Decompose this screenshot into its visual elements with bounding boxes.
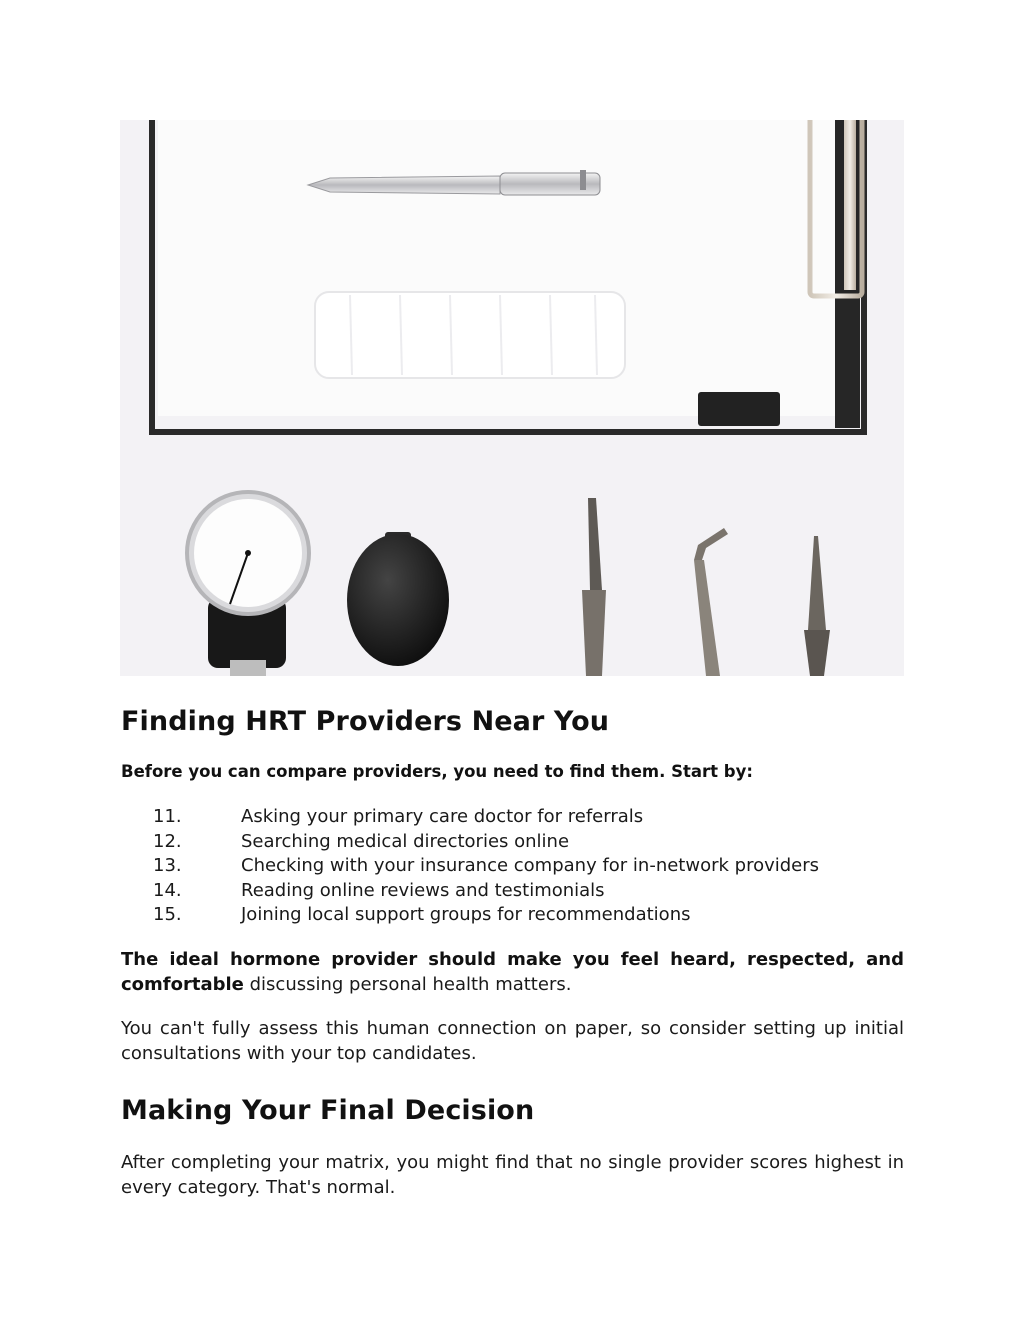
ideal-provider-emphasis: The ideal hormone provider should make you feel heard, respected, and comfortable [121, 949, 904, 995]
list-item-number: 13. [153, 855, 182, 876]
list-item [121, 879, 819, 904]
section-heading-finding-providers: Finding HRT Providers Near You [121, 706, 610, 737]
section-heading-final-decision: Making Your Final Decision [121, 1095, 535, 1126]
list-item-text: Searching medical directories online [241, 830, 570, 852]
ideal-provider-rest: discussing personal health matters. [243, 973, 572, 995]
section-intro: Before you can compare providers, you need to find them. Start by: [121, 762, 753, 781]
list-item-number: 15. [153, 904, 182, 925]
medical-tools-photo [120, 120, 904, 676]
consultation-paragraph: You can't fully assess this human connection on paper, so consider setting up initial consultations with your top candidates. [121, 1018, 904, 1064]
list-item [121, 854, 819, 879]
list-item [121, 830, 819, 855]
ideal-provider-paragraph [121, 948, 904, 997]
final-decision-paragraph: After completing your matrix, you might find that no single provider scores highest in every category. That's normal. [121, 1152, 904, 1198]
list-item-text: Checking with your insurance company for in-network providers [241, 855, 820, 876]
list-item-text: Reading online reviews and testimonials [241, 879, 605, 901]
list-item-number: 14. [153, 879, 182, 901]
list-item-text: Joining local support groups for recommendations [241, 904, 691, 925]
list-item-text: Asking your primary care doctor for referrals [241, 806, 644, 827]
list-item-number: 11. [153, 806, 182, 827]
list-item [121, 805, 819, 830]
list-item [121, 903, 819, 928]
list-item-number: 12. [153, 830, 182, 852]
steps-list [121, 805, 819, 928]
